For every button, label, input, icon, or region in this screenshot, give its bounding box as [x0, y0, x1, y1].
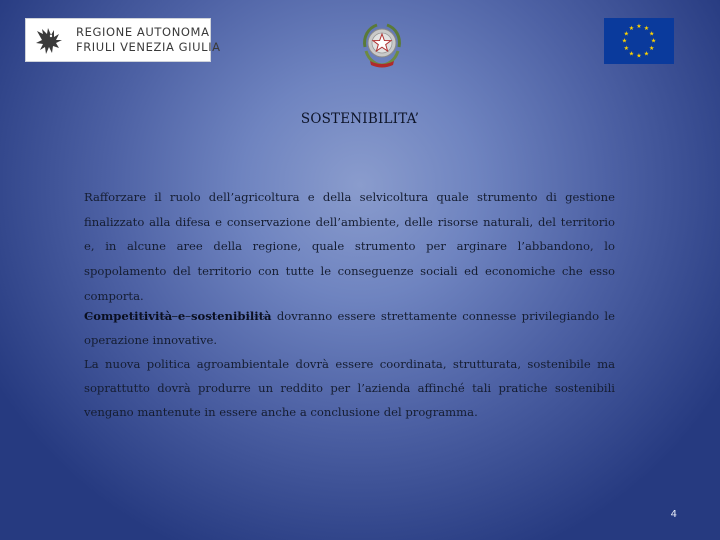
page-title: SOSTENIBILITA’ [300, 111, 420, 127]
svg-text:★: ★ [643, 25, 650, 32]
svg-text:★: ★ [628, 50, 635, 58]
paragraph-intro: Rafforzare il ruolo dell’agricoltura e della selvicoltura quale strumento di gestione finalizzato alla difesa e conservazione dell’ambiente, delle risorse naturali, del territorio e, in alcune aree della regione, quale strumento per arginare l’abbandono, lo spopolamento del territorio con tutte le conseguenze sociali ed economiche che esso comporta. [84, 190, 615, 303]
svg-text:★: ★ [650, 37, 657, 45]
region-logo-line2: FRIULI VENEZIA GIULIA [76, 40, 221, 54]
paragraph-competitiveness [84, 304, 615, 424]
italian-republic-emblem-icon [355, 17, 409, 71]
svg-text:★: ★ [643, 50, 650, 58]
svg-text:★: ★ [628, 25, 635, 32]
paragraph-lead-rest: dovranno essere strettamente connesse privilegiando le operazione innovative. [84, 309, 615, 347]
paragraph-bold-lead: Competitività e sostenibilità [84, 309, 272, 323]
region-logo-line1: REGIONE AUTONOMA [76, 25, 210, 39]
svg-text:★: ★ [649, 45, 655, 52]
svg-text:★: ★ [623, 30, 629, 38]
region-logo [25, 18, 221, 62]
paragraph-lead-line [84, 304, 615, 352]
paragraph-body: La nuova politica agroambientale dovrà essere coordinata, strutturata, sostenibile ma soprattutto dovrà produrre un reddito per l’azienda affinché tali pratiche sostenibili vengano mantenute in essere anche a conclusione del programma. [84, 357, 615, 419]
svg-text:★: ★ [621, 37, 628, 45]
eu-flag-icon [604, 18, 674, 64]
eagle-icon [32, 23, 68, 59]
region-logo-text [76, 25, 221, 55]
svg-text:★: ★ [623, 45, 629, 52]
svg-text:★: ★ [649, 30, 655, 38]
svg-text:★: ★ [636, 23, 642, 30]
page-number: 4 [670, 509, 677, 520]
svg-text:★: ★ [636, 52, 642, 60]
